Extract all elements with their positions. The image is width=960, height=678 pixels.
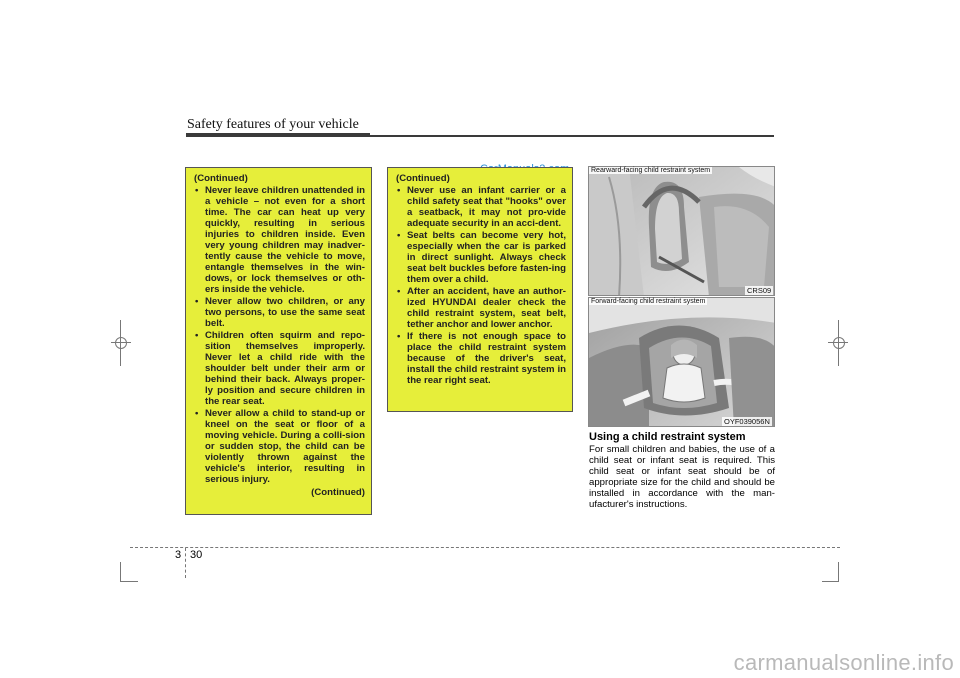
section-body: For small children and babies, the use of a child seat or infant seat is required. This child seat or infant seat should be of appropriate size for the child and should be installed in accordance with the man-ufacturer's instructions. bbox=[589, 444, 775, 510]
chapter-number: 3 bbox=[175, 549, 182, 561]
continued-label: (Continued) bbox=[311, 487, 365, 498]
warning-list bbox=[396, 185, 566, 386]
site-watermark-link[interactable]: carmanualsonline.info bbox=[733, 650, 954, 675]
page-number-divider bbox=[185, 548, 186, 578]
warning-item: • After an accident, have an author-ized HYUNDAI dealer check the child restraint system, seat belt, tether anchor and lower anchor. bbox=[396, 286, 566, 330]
crop-mark bbox=[120, 562, 121, 582]
section-heading: Using a child restraint system bbox=[589, 431, 746, 443]
figure-code: CRS09 bbox=[747, 286, 772, 295]
warning-box-left bbox=[185, 167, 372, 515]
page-number: 30 bbox=[190, 549, 203, 561]
rearward-facing-seat-photo bbox=[588, 166, 775, 296]
warning-box-right bbox=[387, 167, 573, 412]
warning-item: • Seat belts can become very hot, especially when the car is parked in direct sunlight. Always check seat belt buckles before fasten-ing them over a child. bbox=[396, 230, 566, 285]
crop-mark bbox=[822, 581, 839, 582]
warning-item: • Never use an infant carrier or a child safety seat that "hooks" over a seatback, it may not pro-vide adequate security in an acci-dent. bbox=[396, 185, 566, 229]
warning-list bbox=[194, 185, 365, 485]
warning-item: • Children often squirm and repo-sition themselves improperly. Never let a child ride with the shoulder belt under their arm or behind their back. Always proper-ly position and secure children in the rear seat. bbox=[194, 330, 365, 407]
crop-mark bbox=[120, 581, 138, 582]
warning-item: • If there is not enough space to place the child restraint system because of the driver's seat, install the child restraint system in the rear right seat. bbox=[396, 331, 566, 386]
header-rule-accent bbox=[186, 133, 370, 137]
forward-facing-seat-illustration bbox=[589, 298, 775, 427]
figure-code: OYF039056N bbox=[724, 417, 770, 426]
page-header-title: Safety features of your vehicle bbox=[187, 117, 359, 132]
registration-circle bbox=[833, 337, 845, 349]
forward-facing-seat-photo bbox=[588, 297, 775, 427]
continued-label: (Continued) bbox=[194, 173, 248, 184]
figure-caption: Rearward-facing child restraint system bbox=[591, 167, 711, 174]
crop-mark bbox=[838, 562, 839, 582]
rearward-facing-seat-illustration bbox=[589, 167, 775, 296]
continued-label: (Continued) bbox=[396, 173, 450, 184]
warning-item: • Never allow two children, or any two persons, to use the same seat belt. bbox=[194, 296, 365, 329]
warning-item: • Never leave children unattended in a vehicle – not even for a short time. The car can heat up very quickly, resulting in serious injuries to children inside. Even very young children may inadver-tently cause the vehicle to move, entangle themselves in the win-dows, or lock themselves or oth-ers inside the vehicle. bbox=[194, 185, 365, 295]
figure-caption: Forward-facing child restraint system bbox=[591, 298, 706, 305]
registration-circle bbox=[115, 337, 127, 349]
footer-rule bbox=[130, 547, 840, 548]
warning-item: • Never allow a child to stand-up or kneel on the seat or floor of a moving vehicle. During a colli-sion or sudden stop, the child can be violently thrown against the vehicle's interior, resulting in serious injury. bbox=[194, 408, 365, 485]
